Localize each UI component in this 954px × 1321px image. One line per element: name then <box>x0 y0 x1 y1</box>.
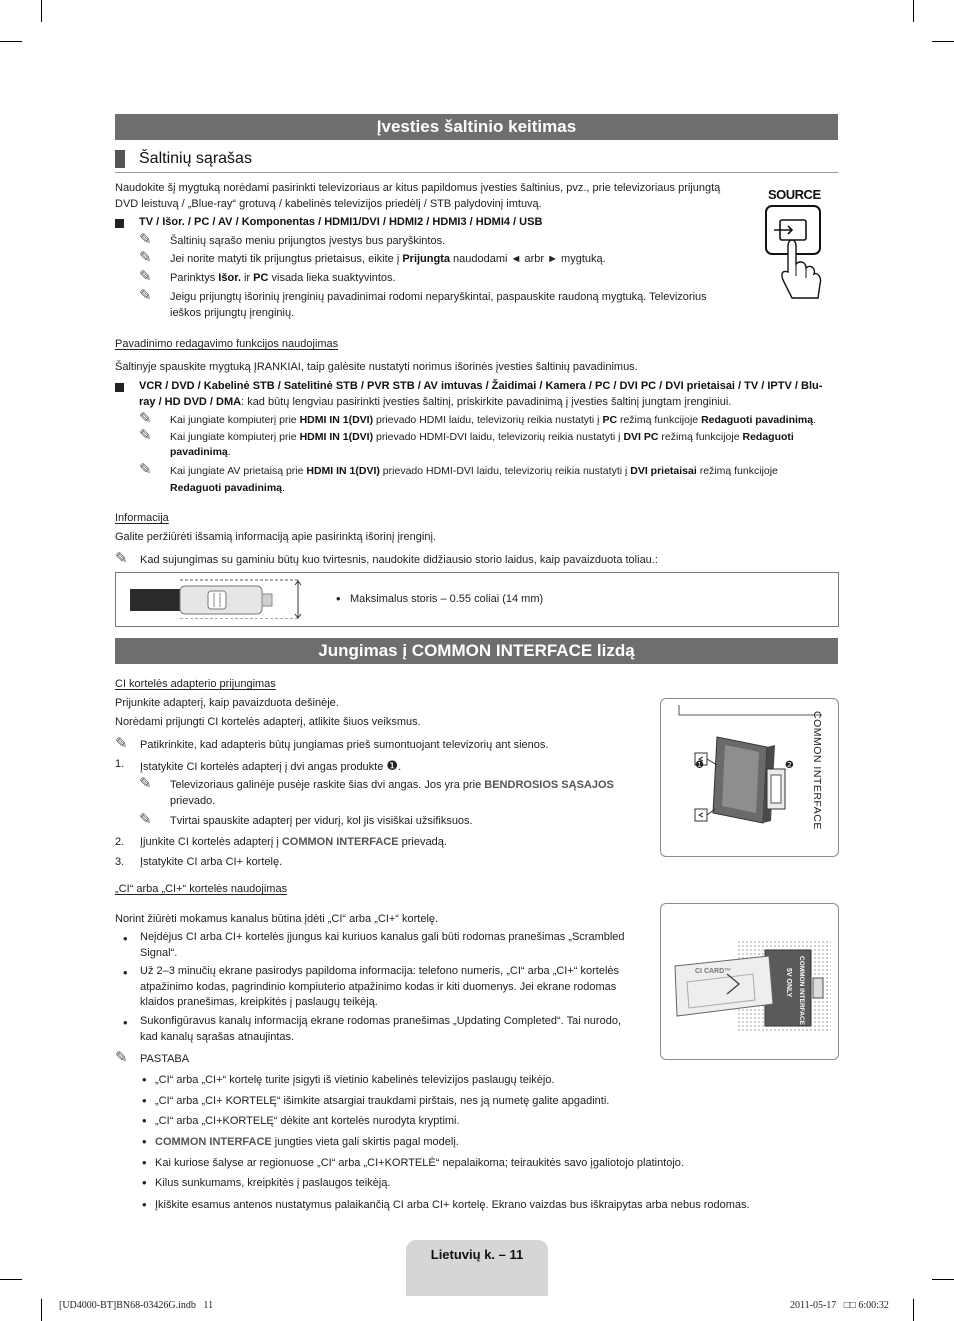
note-pencil-icon: ✎ <box>115 550 128 567</box>
note-bullet-2: „CI“ arba „CI+ KORTELĘ“ išimkite atsargiai traukdami pirštais, nes ją numetę galite apgadinti. <box>155 1095 610 1107</box>
subheading-source-list <box>115 148 838 173</box>
subheading-marker <box>115 150 125 168</box>
marker-1: ❶ <box>695 760 704 771</box>
step-1-note-1: Televizoriaus galinėje pusėje raskite šias dvi angas. Jos yra prie BENDROSIOS SĄSAJOS prievado. <box>170 779 614 807</box>
bullet-dot: • <box>142 1113 147 1128</box>
note-pencil-icon: ✎ <box>139 231 152 248</box>
step-number: 2. <box>115 836 125 848</box>
ci-bullet-3: Sukonfigūravus kanalų informaciją ekrane rodomas pranešimas „Updating Completed“. Tai nurodo, kad kanalų sąrašas atnaujintas. <box>140 1015 621 1043</box>
note-pencil-icon: ✎ <box>139 410 152 427</box>
footer-timestamp: 2011-05-17 □□ 6:00:32 <box>790 1300 889 1311</box>
step-1-note-2: Tvirtai spauskite adapterį per vidurį, kol jis visiškai užsifiksuos. <box>170 815 473 827</box>
adapter-p2: Norėdami prijungti CI kortelės adapterį, atlikite šiuos veiksmus. <box>115 716 421 728</box>
bullet-square <box>115 383 124 392</box>
step-number: 3. <box>115 856 125 868</box>
edit-name-intro: Šaltinyje spauskite mygtuką ĮRANKIAI, taip galėsite nustatyti norimus išorinės įvesties šaltinių pavadinimus. <box>115 361 638 373</box>
note-bullet-7: Įkiškite esamus antenos nustatymus palaikančią CI arba CI+ kortelę. Ekrano vaizdas bus iškraipytas arba nebus rodomas. <box>155 1199 750 1211</box>
intro-paragraph: Naudokite šį mygtuką norėdami pasirinkti televizoriaus ar kitus papildomus įvesties šaltinius, pvz., prie televizoriaus prijungtą DVD leistuvą / „Blue-ray“ grotuvą / kabelinės televizijos priedėlį / STB palydovinį imtuvą. <box>115 182 721 210</box>
note-pencil-icon: ✎ <box>115 735 128 752</box>
edit-name-heading: Pavadinimo redagavimo funkcijos naudojimas <box>115 338 339 350</box>
ci-card-intro: Norint žiūrėti mokamus kanalus būtina įdėti „CI“ arba „CI+“ kortelę. <box>115 913 439 925</box>
step-1: Įstatykite CI kortelės adapterį į dvi angas produkte ❶. <box>140 758 402 773</box>
figure-ci-card <box>660 903 839 1060</box>
crop-mark <box>41 1299 42 1321</box>
section-title-common-interface: Jungimas į COMMON INTERFACE lizdą <box>115 638 838 664</box>
section-title-input-source: Įvesties šaltinio keitimas <box>115 114 838 140</box>
bullet-dot: • <box>336 591 341 606</box>
footer-file-name: [UD4000-BT]BN68-03426G.indb 11 <box>59 1300 214 1311</box>
ci-bullet-2: Už 2–3 minučių ekrane pasirodys papildoma informacija: telefono numeris, „CI“ arba „CI+“ kortelės atpažinimo kodas, pagrindinio kompiuterio atpažinimo kodas ir kiti duomenys. Jei ekrane rodomas klaidos pranešimas, kreipkitės į paslaugų teikėją. <box>140 965 620 1009</box>
note-pencil-icon: ✎ <box>139 287 152 304</box>
bullet-dot: • <box>123 965 128 980</box>
step-2: Įjunkite CI kortelės adapterį į COMMON INTERFACE prievadą. <box>140 836 447 848</box>
note-pencil-icon: ✎ <box>139 427 152 444</box>
note-pencil-icon: ✎ <box>139 249 152 266</box>
crop-mark <box>913 0 914 22</box>
note-pencil-icon: ✎ <box>139 461 152 478</box>
ci-card-illustration <box>661 904 838 1059</box>
adapter-p1: Prijunkite adapterį, kaip pavaizduota dešinėje. <box>115 697 339 709</box>
cable-diagram <box>130 579 310 619</box>
crop-mark <box>932 1279 954 1280</box>
bullet-dot: • <box>142 1093 147 1108</box>
adapter-note: Patikrinkite, kad adapteris būtų jungiamas prieš sumontuojant televizorių ant sienos. <box>140 739 549 751</box>
page-number: Lietuvių k. – 11 <box>430 1247 524 1262</box>
note-bullet-1: „CI“ arba „CI+“ kortelę turite įsigyti iš vietinio kabelinės televizijos paslaugų teikėjo. <box>155 1074 555 1086</box>
note-pencil-icon: ✎ <box>115 1049 128 1066</box>
marker-2: ❷ <box>785 760 794 771</box>
step-number: 1. <box>115 758 125 770</box>
crop-mark <box>0 41 22 42</box>
crop-mark <box>0 1279 22 1280</box>
edit-device-list: VCR / DVD / Kabelinė STB / Satelitinė STB / PVR STB / AV imtuvas / Žaidimai / Kamera / PC / DVI PC / DVI prietaisai / TV / IPTV / Blu-ray / HD DVD / DMA: kad būtų lengviau pasirinkti įvesties šaltinį, priskirkite pavadinimą į įvesties šaltinį jungtam įrenginiui. <box>139 380 823 408</box>
bullet-dot: • <box>123 1015 128 1030</box>
edit-note-1: Kai jungiate kompiuterį prie HDMI IN 1(DVI) prievado HDMI laidu, televizorių reikia nustatyti į PC režimą funkcijoje Redaguoti pavadinimą. <box>170 414 817 426</box>
note-pencil-icon: ✎ <box>139 268 152 285</box>
bullet-dot: • <box>142 1155 147 1170</box>
info-heading: Informacija <box>115 512 169 524</box>
cable-spec-text: Maksimalus storis – 0.55 coliai (14 mm) <box>350 593 544 605</box>
note-4: Jeigu prijungtų išorinių įrenginių pavadinimai rodomi neparyškintai, paspauskite raudoną mygtuką. Televizorius ieškos prijungtų įrenginių. <box>170 291 707 319</box>
edit-note-3: Kai jungiate AV prietaisą prie HDMI IN 1(DVI) prievado HDMI-DVI laidu, televizorių reikia nustatyti į DVI prietaisai režimą funkcijoje Redaguoti pavadinimą. <box>170 465 778 494</box>
step-3: Įstatykite CI arba CI+ kortelę. <box>140 856 283 868</box>
crop-mark <box>932 41 954 42</box>
crop-mark <box>913 1299 914 1321</box>
cable-spec-box <box>115 572 839 627</box>
ci-bullet-1: Neįdėjus CI arba CI+ kortelės įjungus kai kuriuos kanalus gali būti rodomas pranešimas „Scrambled Signal“. <box>140 931 625 959</box>
subheading-text: Šaltinių sąrašas <box>139 150 252 167</box>
ci-adapter-illustration <box>667 705 832 850</box>
bullet-dot: • <box>142 1175 147 1190</box>
ci-slot-label: COMMON INTERFACE <box>798 956 806 1025</box>
cable-note: Kad sujungimas su gaminiu būtų kuo tvirtesnis, naudokite didžiausio storio laidus, kaip pavaizduota toliau.: <box>140 554 658 566</box>
source-list: TV / Išor. / PC / AV / Komponentas / HDMI1/DVI / HDMI2 / HDMI3 / HDMI4 / USB <box>139 216 543 228</box>
note-bullet-6: Kilus sunkumams, kreipkitės į paslaugos teikėją. <box>155 1177 391 1189</box>
note-bullet-3: „CI“ arba „CI+KORTELĘ“ dėkite ant kortelės nurodyta kryptimi. <box>155 1115 460 1127</box>
ci-card-heading: „CI“ arba „CI+“ kortelės naudojimas <box>115 883 288 895</box>
note-bullet-5: Kai kuriose šalyse ar regionuose „CI“ arba „CI+KORTELĖ“ nepalaikoma; teiraukitės savo įgaliotojo platintojo. <box>155 1157 684 1169</box>
note-bullet-4: COMMON INTERFACE jungties vieta gali skirtis pagal modelį. <box>155 1136 459 1148</box>
adapter-heading: CI kortelės adapterio prijungimas <box>115 678 276 690</box>
note-pencil-icon: ✎ <box>139 811 152 828</box>
note-heading: PASTABA <box>140 1053 190 1065</box>
page-number-tab <box>406 1240 548 1296</box>
source-button-hand-icon <box>762 202 826 300</box>
note-2: Jei norite matyti tik prijungtus prietaisus, eikite į Prijungta naudodami ◄ arbr ► mygtuką. <box>170 253 606 265</box>
bullet-square <box>115 219 124 228</box>
bullet-dot: • <box>123 931 128 946</box>
figure-ci-adapter <box>660 698 839 857</box>
ci-card-label: CI CARD™ <box>695 968 732 975</box>
edit-note-2: Kai jungiate kompiuterį prie HDMI IN 1(DVI) prievado HDMI-DVI laidu, televizorių reikia nustatyti į DVI PC režimą funkcijoje Redaguoti pavadinimą. <box>170 431 794 458</box>
info-text: Galite peržiūrėti išsamią informaciją apie pasirinktą išorinį įrenginį. <box>115 531 436 543</box>
bullet-dot: • <box>142 1072 147 1087</box>
bullet-dot: • <box>142 1134 147 1149</box>
bullet-dot: • <box>142 1197 147 1212</box>
common-interface-label: COMMON INTERFACE <box>810 711 823 830</box>
ci-voltage-label: 5V ONLY <box>784 968 792 998</box>
source-button-label: SOURCE <box>768 187 821 202</box>
note-1: Šaltinių sąrašo meniu prijungtos įvestys bus paryškintos. <box>170 235 446 247</box>
note-3: Parinktys Išor. ir PC visada lieka suaktyvintos. <box>170 272 396 284</box>
note-pencil-icon: ✎ <box>139 775 152 792</box>
crop-mark <box>41 0 42 22</box>
